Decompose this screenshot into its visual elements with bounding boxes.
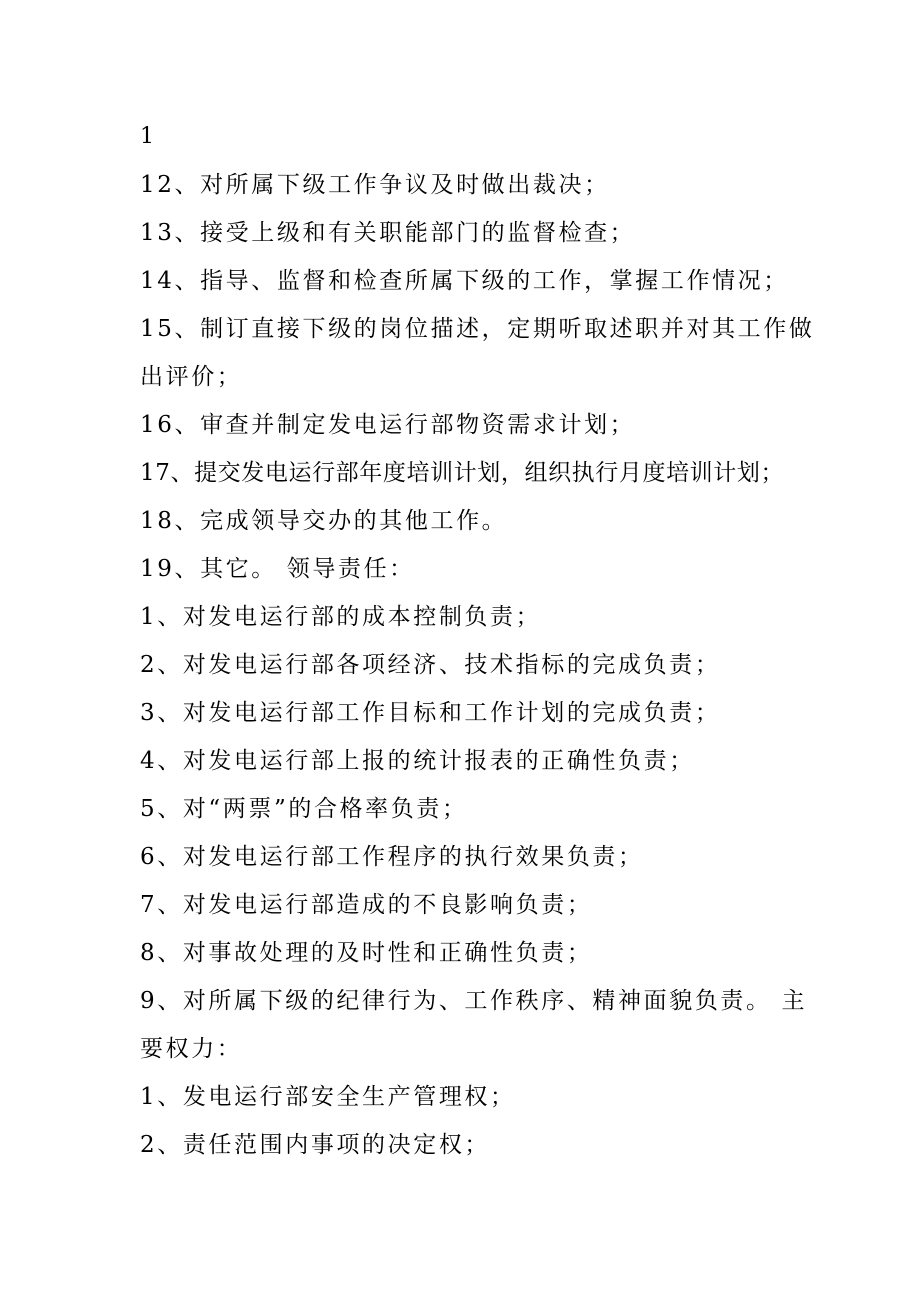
text-line-19: 19、其它。 领导责任：	[140, 556, 415, 582]
responsibility-line-4: 4、对发电运行部上报的统计报表的正确性负责；	[140, 748, 695, 774]
responsibility-line-2: 2、对发电运行部各项经济、技术指标的完成负责；	[140, 652, 721, 678]
text-line-13: 13、接受上级和有关职能部门的监督检查；	[140, 220, 636, 246]
responsibility-line-3: 3、对发电运行部工作目标和工作计划的完成负责；	[140, 700, 721, 726]
responsibility-line-5: 5、对“两票”的合格率负责；	[140, 796, 468, 822]
responsibility-line-9: 9、对所属下级的纪律行为、工作秩序、精神面貌负责。 主	[140, 988, 808, 1014]
main-powers-heading: 要权力：	[140, 1036, 243, 1062]
page-number: 1	[140, 124, 154, 149]
responsibility-line-8: 8、对事故处理的及时性和正确性负责；	[140, 940, 593, 966]
text-line-15: 15、制订直接下级的岗位描述，定期听取述职并对其工作做	[140, 316, 815, 342]
text-line-12: 12、对所属下级工作争议及时做出裁决；	[140, 172, 610, 198]
text-line-14: 14、指导、监督和检查所属下级的工作，掌握工作情况；	[140, 268, 789, 294]
responsibility-line-7: 7、对发电运行部造成的不良影响负责；	[140, 892, 593, 918]
text-line-18: 18、完成领导交办的其他工作。	[140, 508, 508, 534]
text-line-17: 17、提交发电运行部年度培训计划，组织执行月度培训计划；	[140, 460, 785, 486]
text-line-15-continued: 出评价；	[140, 364, 243, 390]
power-line-2: 2、责任范围内事项的决定权；	[140, 1132, 491, 1158]
text-line-16: 16、审查并制定发电运行部物资需求计划；	[140, 412, 636, 438]
responsibility-line-6: 6、对发电运行部工作程序的执行效果负责；	[140, 844, 644, 870]
responsibility-line-1: 1、对发电运行部的成本控制负责；	[140, 604, 542, 630]
power-line-1: 1、发电运行部安全生产管理权；	[140, 1084, 516, 1110]
